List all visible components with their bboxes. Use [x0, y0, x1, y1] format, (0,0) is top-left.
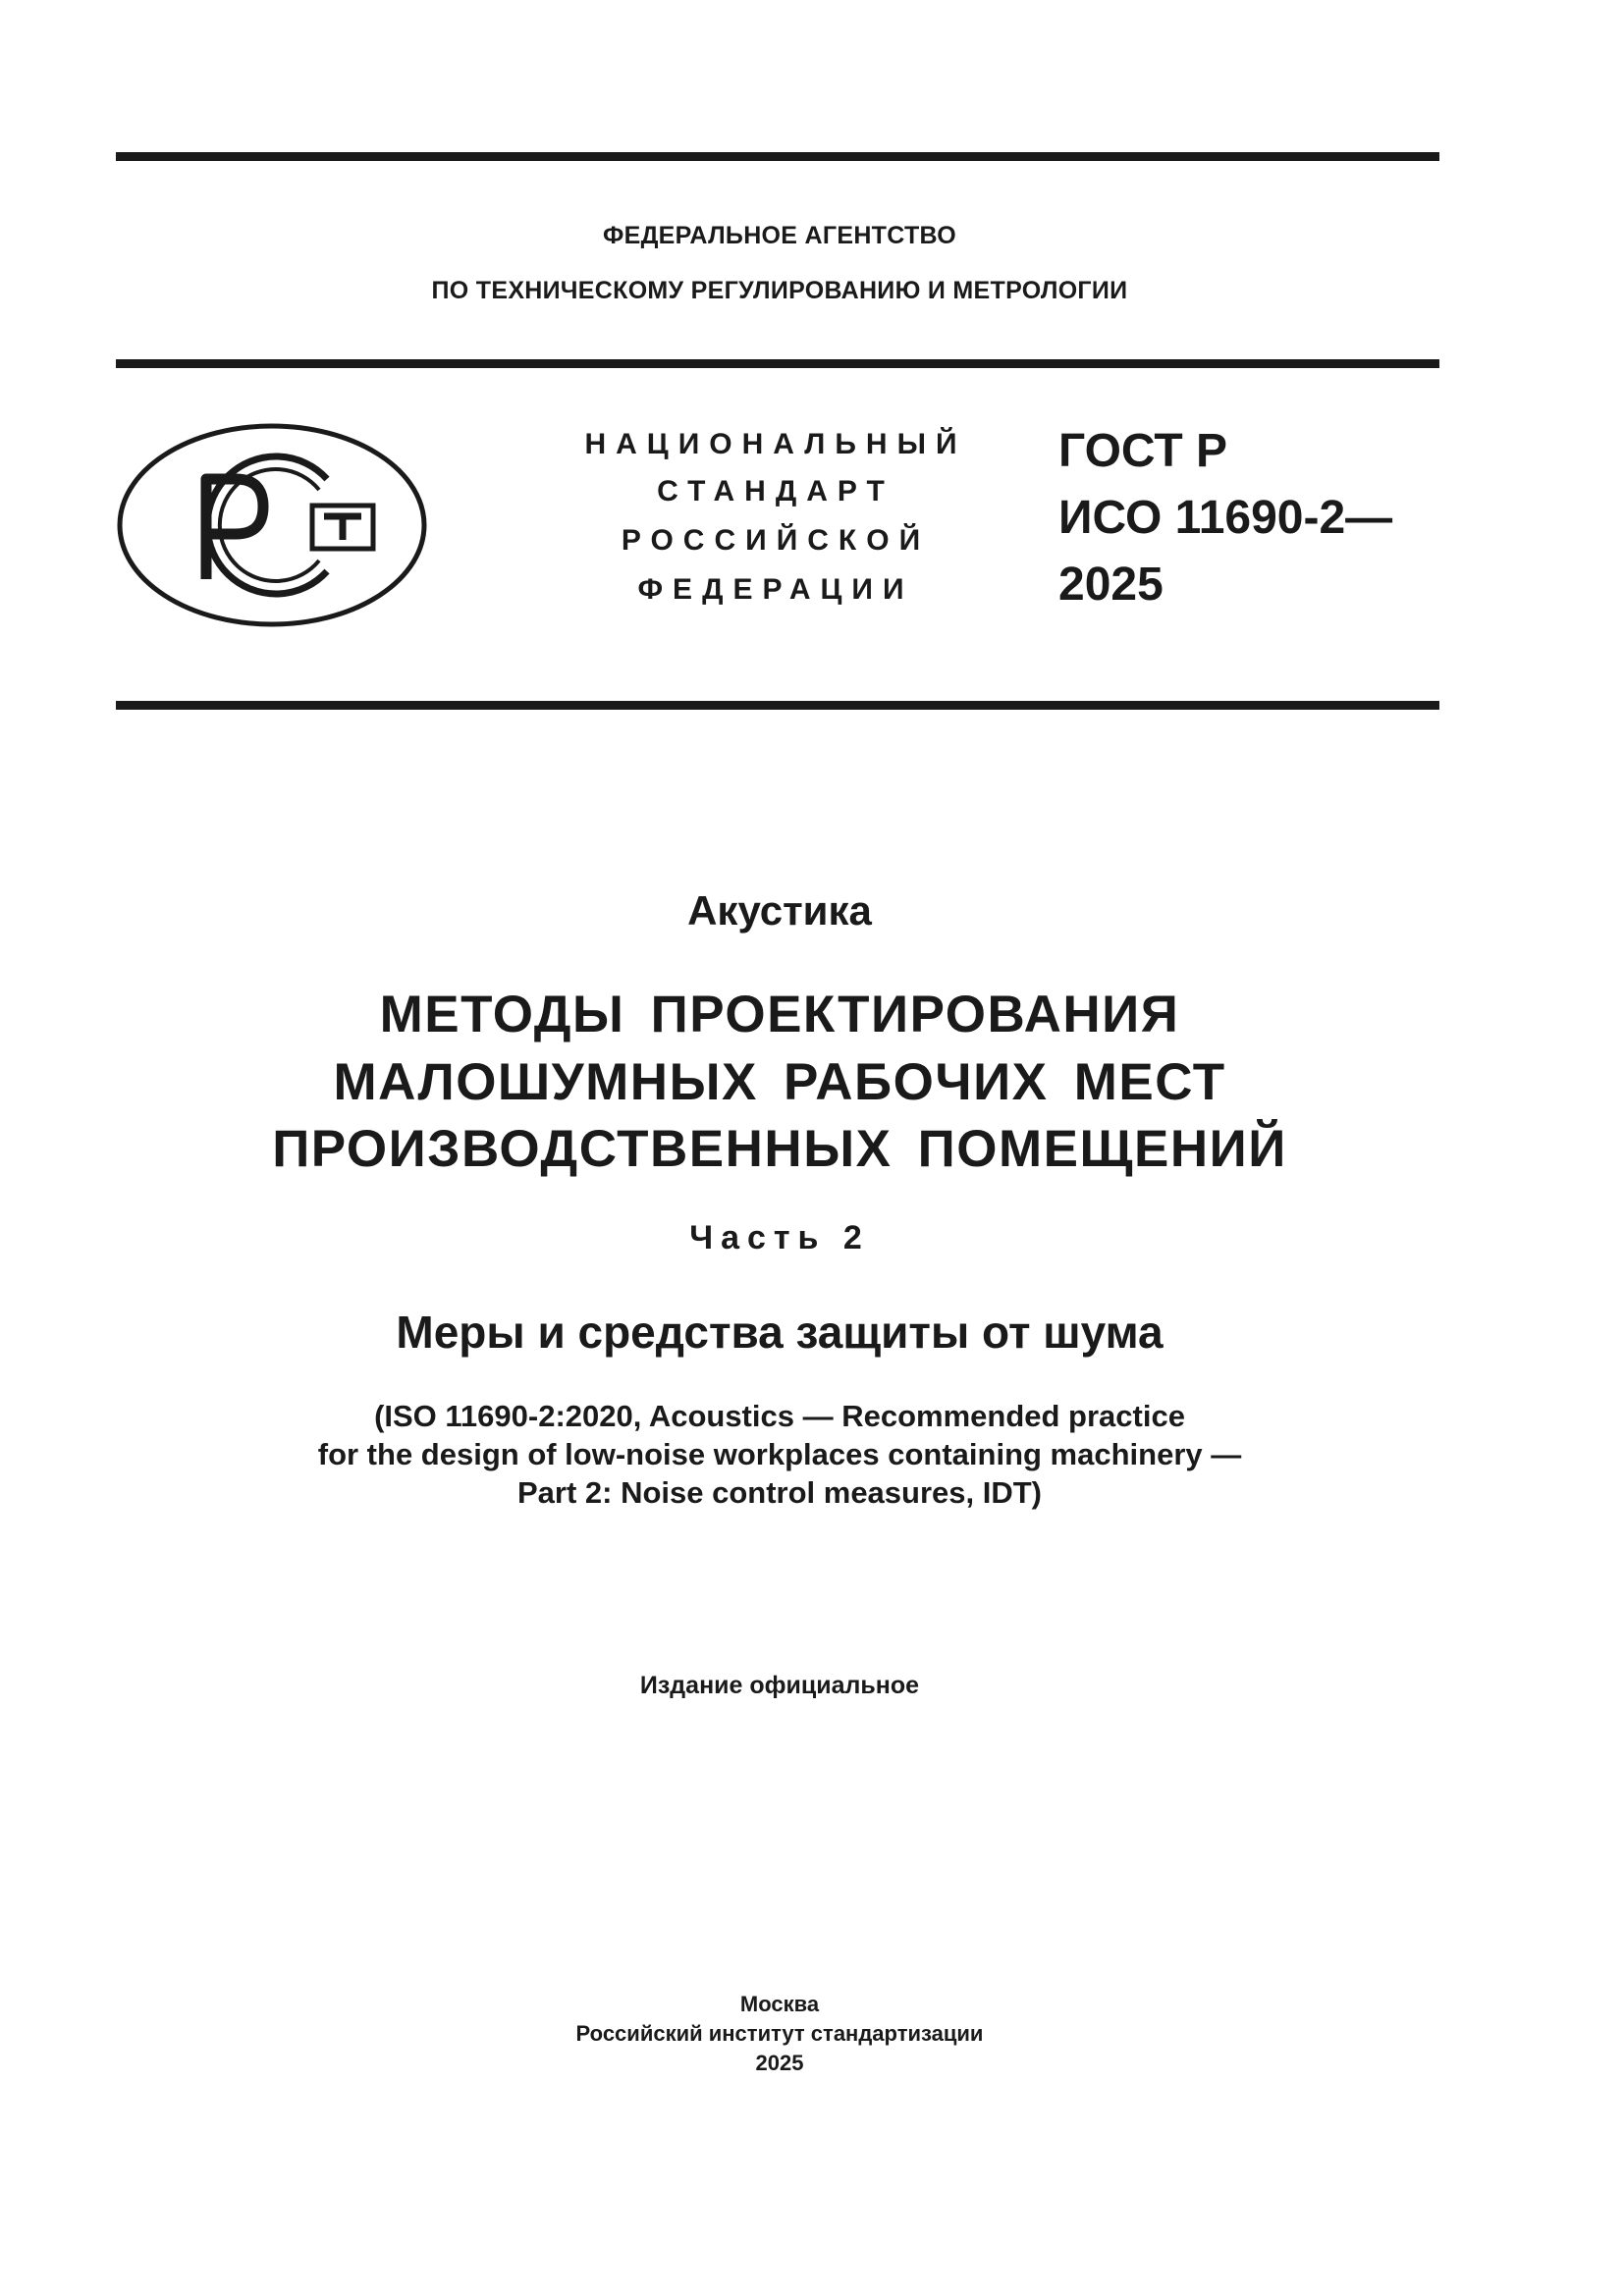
publisher-city: Москва: [739, 1992, 820, 2016]
iso-reference-line-2: for the design of low-noise workplaces containing machinery —: [317, 1437, 1242, 1471]
rst-certification-mark-icon: [116, 422, 428, 628]
national-standard-line-1: НАЦИОНАЛЬНЫЙ: [584, 428, 967, 460]
publisher-year: 2025: [755, 2051, 804, 2075]
publisher-institute: Российский институт стандартизации: [575, 2021, 984, 2046]
title-line-1: МЕТОДЫ ПРОЕКТИРОВАНИЯ: [379, 986, 1180, 1043]
edition-label: Издание официальное: [639, 1672, 920, 1699]
agency-line-1: ФЕДЕРАЛЬНОЕ АГЕНТСТВО: [602, 222, 957, 249]
iso-reference-line-1: (ISO 11690-2:2020, Acoustics — Recommended practice: [374, 1399, 1185, 1433]
national-standard-line-3: РОССИЙСКОЙ: [621, 524, 931, 557]
agency-line-2: ПО ТЕХНИЧЕСКОМУ РЕГУЛИРОВАНИЮ И МЕТРОЛОГИИ: [431, 277, 1128, 304]
header-rule: [116, 359, 1439, 368]
header-bottom-rule: [116, 701, 1439, 710]
iso-reference-line-3: Part 2: Noise control measures, IDT): [516, 1475, 1043, 1510]
national-standard-line-2: СТАНДАРТ: [657, 475, 894, 507]
national-standard-line-4: ФЕДЕРАЦИИ: [637, 573, 914, 606]
topic-heading: Акустика: [687, 887, 872, 934]
designation-line-3: 2025: [1058, 559, 1164, 611]
title-line-3: ПРОИЗВОДСТВЕННЫХ ПОМЕЩЕНИЙ: [272, 1120, 1287, 1178]
title-line-2: МАЛОШУМНЫХ РАБОЧИХ МЕСТ: [333, 1053, 1226, 1111]
top-rule: [116, 152, 1439, 161]
subtitle: Меры и средства защиты от шума: [396, 1307, 1164, 1358]
part-number: Часть 2: [689, 1219, 870, 1256]
designation-line-2: ИСО 11690-2—: [1058, 492, 1393, 544]
designation-line-1: ГОСТ Р: [1058, 425, 1228, 477]
